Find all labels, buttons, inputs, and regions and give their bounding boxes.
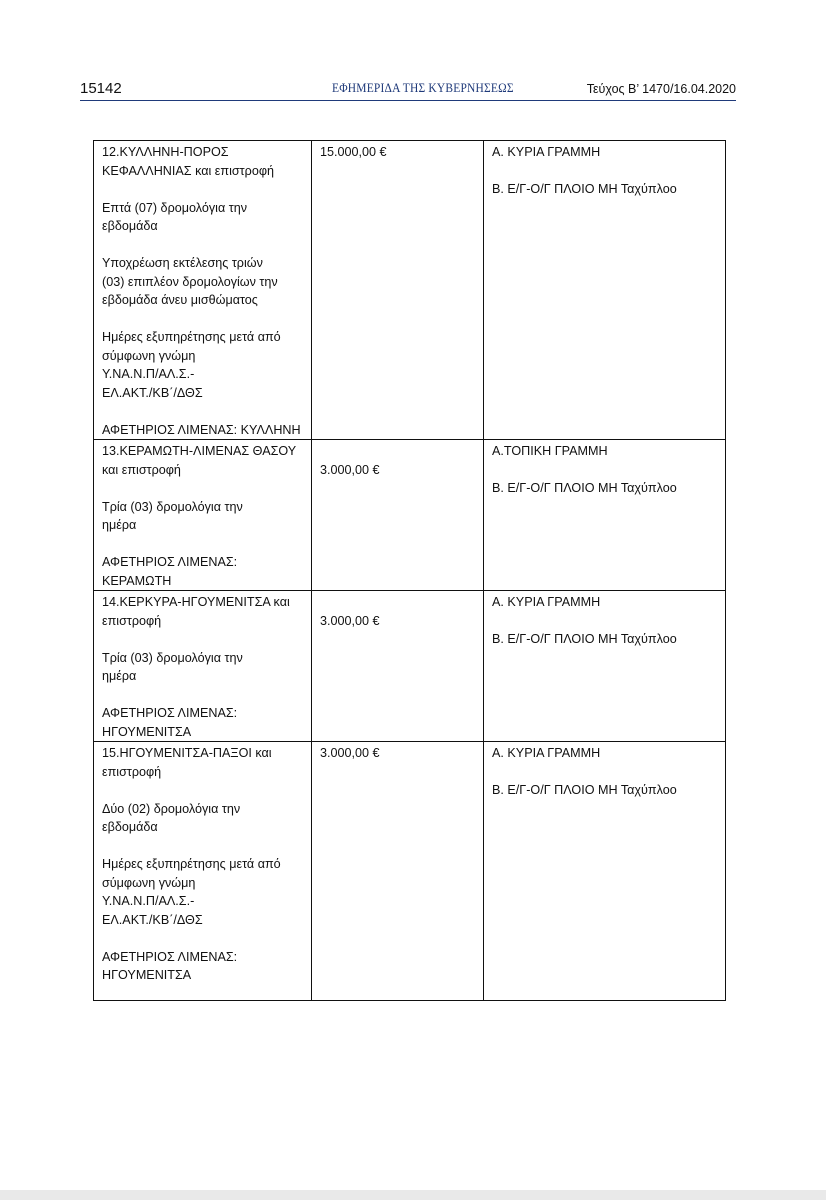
routes-table	[93, 140, 726, 1001]
vessel-type: Β. Ε/Γ-Ο/Γ ΠΛΟΙΟ ΜΗ Ταχύπλοο	[492, 481, 677, 495]
route-obligation: Υποχρέωση εκτέλεσης τριών	[102, 256, 263, 270]
fee-cell	[312, 591, 484, 742]
category-line: Α. ΚΥΡΙΑ ΓΡΑΜΜΗ	[492, 746, 601, 760]
route-obligation-cont: (03) επιπλέον δρομολογίων την	[102, 274, 278, 289]
fee-value: 15.000,00 €	[320, 145, 387, 159]
route-name-cont: ΚΕΦΑΛΛΗΝΙΑΣ και επιστροφή	[102, 163, 274, 178]
vessel-type: Β. Ε/Γ-Ο/Γ ΠΛΟΙΟ ΜΗ Ταχύπλοο	[492, 632, 677, 646]
category-cell	[484, 742, 726, 1001]
route-name-cont: επιστροφή	[102, 613, 162, 628]
route-frequency: Τρία (03) δρομολόγια την	[102, 650, 243, 665]
route-departure-port: ΑΦΕΤΗΡΙΟΣ ΛΙΜΕΝΑΣ: ΚΥΛΛΗΝΗ	[102, 422, 301, 437]
fee-cell	[312, 742, 484, 1001]
fee-value: 3.000,00 €	[320, 462, 380, 477]
table-row	[94, 440, 726, 591]
bottom-scroll-edge	[0, 1190, 826, 1200]
route-name: 14.ΚΕΡΚΥΡΑ-ΗΓΟΥΜΕΝΙΤΣΑ και	[102, 595, 290, 609]
route-cell	[94, 440, 312, 591]
route-departure-port-cont: ΗΓΟΥΜΕΝΙΤΣΑ	[102, 968, 192, 982]
route-obligation-cont: εβδομάδα άνευ μισθώματος	[102, 293, 258, 307]
route-service-days-cont: σύμφωνη γνώμη	[102, 348, 196, 363]
category-line: Α.ΤΟΠΙΚΗ ΓΡΑΜΜΗ	[492, 444, 608, 458]
route-frequency: Δύο (02) δρομολόγια την	[102, 801, 241, 816]
route-service-days: Ημέρες εξυπηρέτησης μετά από	[102, 857, 281, 871]
route-departure-port: ΑΦΕΤΗΡΙΟΣ ΛΙΜΕΝΑΣ:	[102, 706, 238, 720]
route-cell	[94, 141, 312, 440]
route-cell	[94, 742, 312, 1001]
category-cell	[484, 141, 726, 440]
route-frequency: Τρία (03) δρομολόγια την	[102, 499, 243, 514]
category-cell	[484, 591, 726, 742]
route-service-days-cont: Υ.ΝΑ.Ν.Π/ΑΛ.Σ.-	[102, 894, 195, 908]
fee-cell	[312, 141, 484, 440]
table-row	[94, 591, 726, 742]
route-frequency-cont: εβδομάδα	[102, 820, 158, 834]
page-header	[80, 78, 736, 101]
route-departure-port: ΑΦΕΤΗΡΙΟΣ ΛΙΜΕΝΑΣ:	[102, 555, 238, 569]
route-service-days-cont: ΕΛ.ΑΚΤ./ΚΒ΄/ΔΘΣ	[102, 385, 203, 400]
route-service-days-cont: ΕΛ.ΑΚΤ./ΚΒ΄/ΔΘΣ	[102, 912, 203, 927]
gazette-title: ΕΦΗΜΕΡΙΔΑ ΤΗΣ ΚΥΒΕΡΝΗΣΕΩΣ	[332, 81, 514, 95]
route-service-days-cont: Υ.ΝΑ.Ν.Π/ΑΛ.Σ.-	[102, 367, 195, 381]
page-number: 15142	[80, 80, 122, 97]
route-frequency-cont: εβδομάδα	[102, 219, 158, 233]
fee-value: 3.000,00 €	[320, 746, 380, 760]
route-departure-port: ΑΦΕΤΗΡΙΟΣ ΛΙΜΕΝΑΣ:	[102, 949, 238, 964]
category-line: Α. ΚΥΡΙΑ ΓΡΑΜΜΗ	[492, 595, 601, 609]
route-cell	[94, 591, 312, 742]
route-frequency: Επτά (07) δρομολόγια την	[102, 200, 248, 215]
route-frequency-cont: ημέρα	[102, 669, 137, 683]
route-service-days-cont: σύμφωνη γνώμη	[102, 875, 196, 890]
route-departure-port-cont: ΚΕΡΑΜΩΤΗ	[102, 573, 172, 588]
route-name: 15.ΗΓΟΥΜΕΝΙΤΣΑ-ΠΑΞΟΙ και	[102, 746, 272, 760]
table-row	[94, 141, 726, 440]
issue-info: Τεύχος Β’ 1470/16.04.2020	[586, 82, 736, 96]
category-cell	[484, 440, 726, 591]
route-name-cont: επιστροφή	[102, 764, 162, 779]
route-frequency-cont: ημέρα	[102, 518, 137, 532]
table-row	[94, 742, 726, 1001]
category-line: Α. ΚΥΡΙΑ ΓΡΑΜΜΗ	[492, 145, 601, 159]
route-name-cont: και επιστροφή	[102, 462, 181, 477]
fee-value: 3.000,00 €	[320, 613, 380, 628]
route-name: 13.ΚΕΡΑΜΩΤΗ-ΛΙΜΕΝΑΣ ΘΑΣΟΥ	[102, 444, 297, 458]
vessel-type: Β. Ε/Γ-Ο/Γ ΠΛΟΙΟ ΜΗ Ταχύπλοο	[492, 783, 677, 797]
route-service-days: Ημέρες εξυπηρέτησης μετά από	[102, 330, 281, 344]
route-name: 12.ΚΥΛΛΗΝΗ-ΠΟΡΟΣ	[102, 145, 229, 159]
vessel-type: Β. Ε/Γ-Ο/Γ ΠΛΟΙΟ ΜΗ Ταχύπλοο	[492, 182, 677, 196]
fee-cell	[312, 440, 484, 591]
route-departure-port-cont: ΗΓΟΥΜΕΝΙΤΣΑ	[102, 724, 192, 739]
